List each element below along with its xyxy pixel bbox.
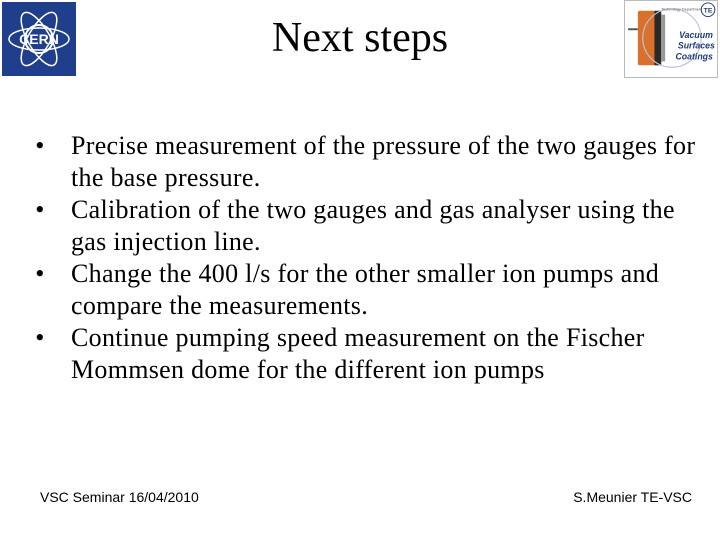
vsc-line3: Coatings xyxy=(675,51,713,62)
slide-title: Next steps xyxy=(271,15,449,61)
bullet-text: Calibration of the two gauges and gas analyser using the gas injection line. xyxy=(71,195,675,256)
bullet-item xyxy=(30,322,710,386)
bullet-list xyxy=(30,130,710,386)
vsc-line2: Surfaces xyxy=(677,40,715,51)
footer-left-text: VSC Seminar 16/04/2010 xyxy=(40,489,199,505)
vsc-badge-text: TE xyxy=(703,7,713,15)
bullet-text: Continue pumping speed measurement on the Fischer Mommsen dome for the different ion pumps xyxy=(71,323,645,384)
bullet-dot: • xyxy=(35,131,45,160)
bullet-text: Change the 400 l/s for the other smaller ion pumps and compare the measurements. xyxy=(71,259,660,320)
bullet-item xyxy=(30,194,710,258)
bullet-text: Precise measurement of the pressure of the two gauges for the base pressure. xyxy=(71,131,696,192)
vsc-line1: Vacuum xyxy=(679,30,713,41)
footer-right-text: S.Meunier TE-VSC xyxy=(573,489,692,505)
bullet-item xyxy=(30,130,710,194)
bullet-dot: • xyxy=(35,323,45,352)
bullet-dot: • xyxy=(35,195,45,224)
vsc-small-text: Technology Department xyxy=(661,6,703,12)
bullet-item xyxy=(30,258,710,322)
bullet-dot: • xyxy=(35,259,45,288)
cern-logo-text: CERN xyxy=(19,31,59,47)
